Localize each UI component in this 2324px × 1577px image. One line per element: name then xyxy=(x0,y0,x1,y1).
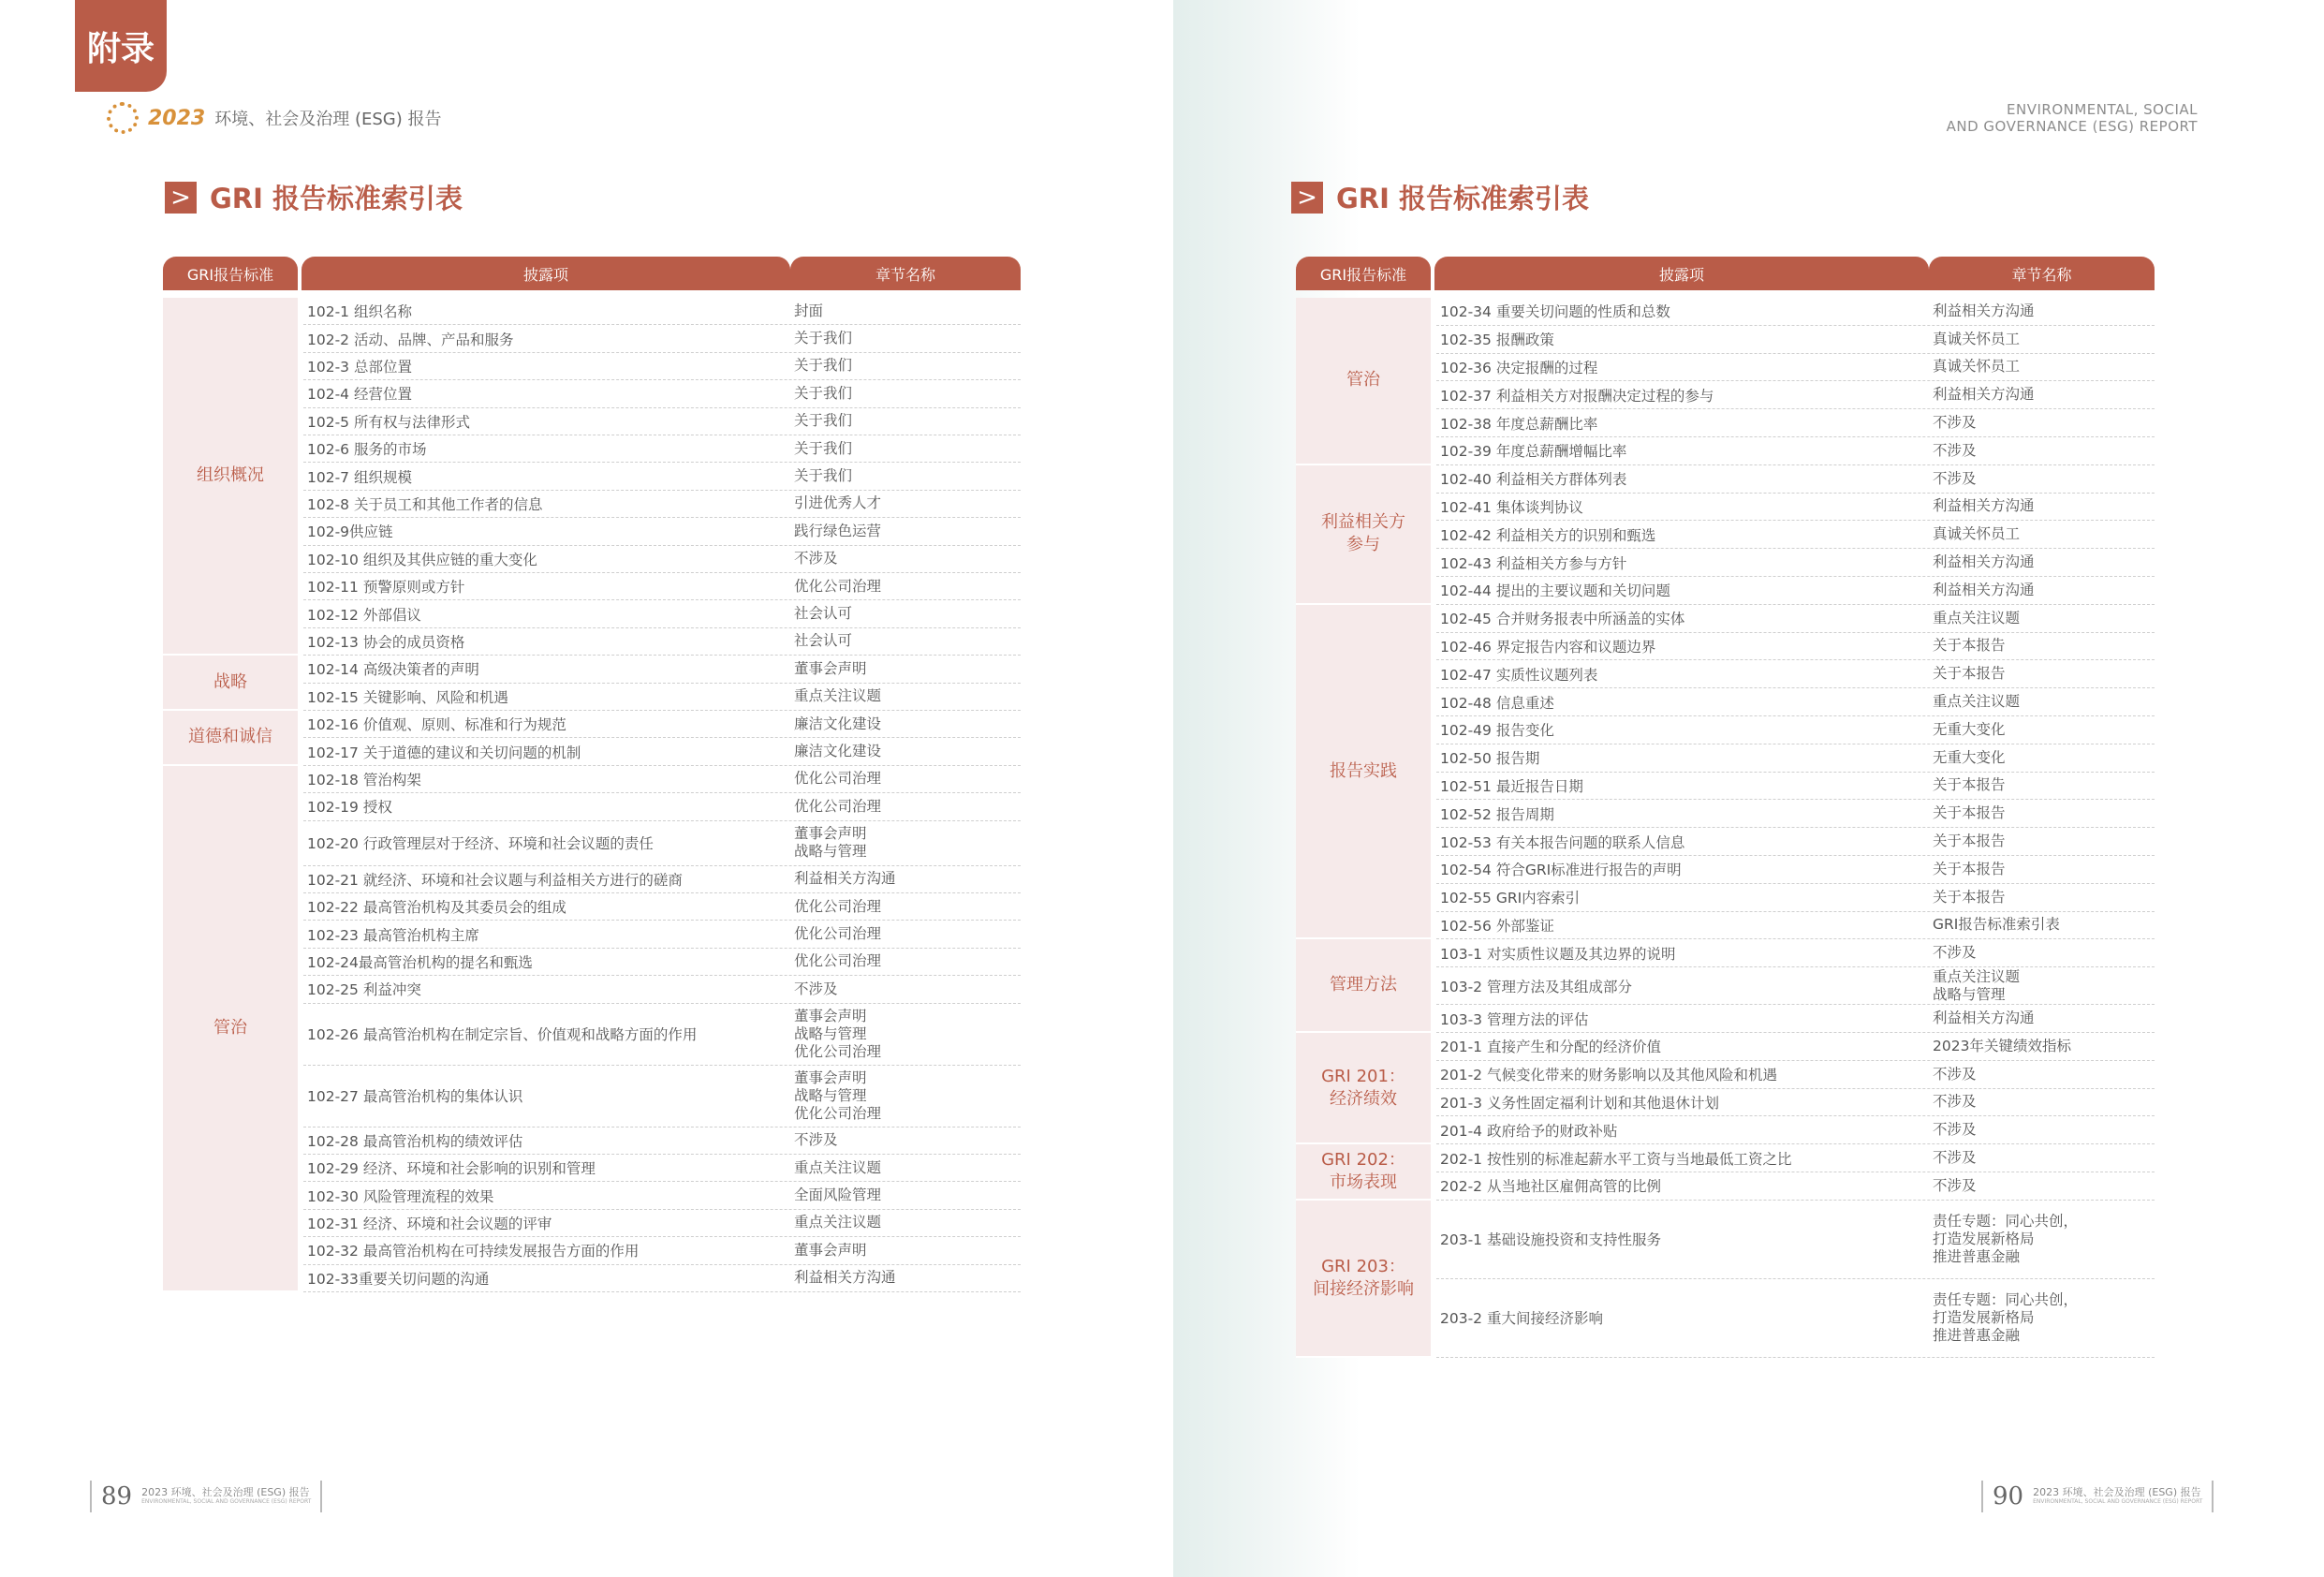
chapter-name: 利益相关方沟通 xyxy=(1933,497,2035,515)
table-row xyxy=(1436,326,2155,354)
table-row xyxy=(303,1182,1021,1209)
table-row xyxy=(1436,1279,2155,1358)
disclosure-item: 102-19 授权 xyxy=(307,799,392,817)
chapter-name: 董事会声明 战略与管理 优化公司治理 xyxy=(794,1007,882,1060)
table-row xyxy=(1436,633,2155,661)
disclosure-item: 102-11 预警原则或方针 xyxy=(307,579,465,597)
table-row xyxy=(1436,1089,2155,1117)
disclosure-item: 102-48 信息重述 xyxy=(1440,694,1554,712)
disclosure-item: 102-26 最高管治机构在制定宗旨、价值观和战略方面的作用 xyxy=(307,1026,698,1044)
footer-divider xyxy=(90,1481,92,1512)
chapter-name: 廉洁文化建设 xyxy=(794,743,882,760)
disclosure-item: 102-37 利益相关方对报酬决定过程的参与 xyxy=(1440,387,1714,405)
table-row xyxy=(1436,939,2155,967)
right-section-title xyxy=(1291,178,1589,216)
table-row xyxy=(1436,1172,2155,1201)
disclosure-item: 102-36 决定报酬的过程 xyxy=(1440,359,1598,376)
table-row xyxy=(303,793,1021,820)
table-row xyxy=(303,738,1021,765)
table-header: GRI报告标准 xyxy=(1296,257,1431,290)
disclosure-item: 102-55 GRI内容索引 xyxy=(1440,890,1581,907)
disclosure-item: 102-12 外部倡议 xyxy=(307,606,421,624)
disclosure-item: 103-1 对实质性议题及其边界的说明 xyxy=(1440,945,1676,963)
table-row xyxy=(1436,437,2155,465)
table-row xyxy=(303,463,1021,490)
chapter-name: 重点关注议题 xyxy=(1933,609,2021,626)
chapter-name: 不涉及 xyxy=(1933,469,1977,487)
table-row xyxy=(303,325,1021,352)
table-row xyxy=(303,491,1021,518)
chapter-name: 关于本报告 xyxy=(1933,860,2006,877)
category-cell: 组织概况 xyxy=(163,298,298,656)
chapter-name: 重点关注议题 xyxy=(794,1214,882,1231)
disclosure-item: 203-1 基础设施投资和支持性服务 xyxy=(1440,1231,1661,1249)
chapter-name: 引进优秀人才 xyxy=(794,494,882,512)
appendix-tab: 附录 xyxy=(75,0,167,92)
table-row xyxy=(1436,716,2155,744)
disclosure-item: 102-8 关于员工和其他工作者的信息 xyxy=(307,495,543,513)
table-row xyxy=(1436,1201,2155,1279)
table-row xyxy=(1436,688,2155,716)
chapter-name: 利益相关方沟通 xyxy=(794,870,896,888)
right-title-text: GRI 报告标准索引表 xyxy=(1336,183,1590,214)
table-row xyxy=(303,1210,1021,1237)
disclosure-item: 102-28 最高管治机构的绩效评估 xyxy=(307,1132,523,1150)
table-row xyxy=(303,821,1021,866)
english-title-line1: ENVIRONMENTAL, SOCIAL xyxy=(2007,101,2198,118)
table-row xyxy=(303,573,1021,600)
disclosure-item: 102-50 报告期 xyxy=(1440,750,1540,768)
chapter-name: 关于我们 xyxy=(794,357,853,375)
table-row xyxy=(303,600,1021,627)
chapter-name: 优化公司治理 xyxy=(794,797,882,815)
disclosure-item: 102-3 总部位置 xyxy=(307,358,412,376)
sun-logo-icon xyxy=(107,102,139,134)
disclosure-item: 102-39 年度总薪酬增幅比率 xyxy=(1440,443,1627,461)
left-gri-table xyxy=(163,257,1021,1380)
table-row xyxy=(1436,577,2155,605)
chapter-name: 关于我们 xyxy=(794,412,853,430)
disclosure-item: 102-6 服务的市场 xyxy=(307,441,427,459)
disclosure-item: 102-44 提出的主要议题和关切问题 xyxy=(1440,582,1670,600)
chapter-name: 关于本报告 xyxy=(1933,665,2006,683)
table-row xyxy=(1436,967,2155,1005)
header-english-title xyxy=(1947,101,2198,135)
table-row xyxy=(303,298,1021,325)
disclosure-item: 102-45 合并财务报表中所涵盖的实体 xyxy=(1440,611,1685,628)
chapter-name: 不涉及 xyxy=(794,550,838,567)
disclosure-item: 102-49 报告变化 xyxy=(1440,722,1554,740)
disclosure-item: 102-14 高级决策者的声明 xyxy=(307,661,479,679)
table-row xyxy=(303,546,1021,573)
disclosure-item: 102-16 价值观、原则、标准和行为规范 xyxy=(307,716,566,734)
table-row xyxy=(303,380,1021,407)
chapter-name: 关于本报告 xyxy=(1933,804,2006,822)
table-row xyxy=(1436,828,2155,856)
disclosure-item: 102-17 关于道德的建议和关切问题的机制 xyxy=(307,744,581,761)
chapter-name: 不涉及 xyxy=(1933,1065,1977,1083)
disclosure-item: 201-3 义务性固定福利计划和其他退休计划 xyxy=(1440,1094,1719,1112)
table-row xyxy=(1436,773,2155,801)
disclosure-item: 102-41 集体谈判协议 xyxy=(1440,498,1583,516)
disclosure-item: 102-2 活动、品牌、产品和服务 xyxy=(307,331,514,348)
header-report-title: 环境、社会及治理 (ESG) 报告 xyxy=(214,110,442,129)
chapter-name: 重点关注议题 xyxy=(794,1158,882,1176)
chapter-name: 利益相关方沟通 xyxy=(1933,1010,2035,1027)
chapter-name: 优化公司治理 xyxy=(794,770,882,788)
disclosure-item: 102-27 最高管治机构的集体认识 xyxy=(307,1088,523,1106)
table-row xyxy=(1436,744,2155,773)
chapter-name: 关于本报告 xyxy=(1933,776,2006,794)
chapter-name: 真诚关怀员工 xyxy=(1933,358,2021,376)
disclosure-item: 102-9供应链 xyxy=(307,523,393,541)
disclosure-item: 102-25 利益冲突 xyxy=(307,981,421,999)
disclosure-item: 203-2 重大间接经济影响 xyxy=(1440,1310,1603,1328)
chevron-right-icon: > xyxy=(1291,182,1323,214)
right-page-footer xyxy=(1981,1481,2214,1512)
category-cell: GRI 201： 经济绩效 xyxy=(1296,1033,1431,1144)
chapter-name: 关于本报告 xyxy=(1933,833,2006,850)
disclosure-item: 102-34 重要关切问题的性质和总数 xyxy=(1440,303,1670,321)
table-row xyxy=(303,518,1021,545)
disclosure-item: 103-3 管理方法的评估 xyxy=(1440,1010,1589,1028)
table-row xyxy=(303,1237,1021,1264)
table-row xyxy=(1436,1033,2155,1061)
category-cell: 管治 xyxy=(1296,298,1431,465)
disclosure-item: 201-4 政府给予的财政补贴 xyxy=(1440,1122,1618,1140)
english-title-line2: AND GOVERNANCE (ESG) REPORT xyxy=(1946,118,2198,135)
disclosure-item: 102-40 利益相关方群体列表 xyxy=(1440,471,1627,489)
disclosure-item: 102-51 最近报告日期 xyxy=(1440,777,1583,795)
chapter-name: 利益相关方沟通 xyxy=(1933,386,2035,404)
table-row xyxy=(303,866,1021,893)
disclosure-item: 102-53 有关本报告问题的联系人信息 xyxy=(1440,833,1685,851)
table-row xyxy=(303,893,1021,921)
left-section-title xyxy=(165,178,463,216)
table-row xyxy=(303,766,1021,793)
table-row xyxy=(1436,800,2155,828)
table-row xyxy=(1436,298,2155,326)
table-header: 章节名称 xyxy=(1929,257,2155,290)
chapter-name: 责任专题：同心共创， 打造发展新格局 推进普惠金融 xyxy=(1933,1212,2079,1265)
chapter-name: 不涉及 xyxy=(1933,441,1977,459)
table-row xyxy=(1436,1144,2155,1172)
disclosure-item: 201-2 气候变化带来的财务影响以及其他风险和机遇 xyxy=(1440,1067,1777,1084)
table-header: 披露项 xyxy=(1434,257,1929,290)
chapter-name: 2023年关键绩效指标 xyxy=(1933,1037,2071,1054)
disclosure-item: 103-2 管理方法及其组成部分 xyxy=(1440,978,1632,995)
disclosure-item: 102-18 管治构架 xyxy=(307,771,421,788)
footer-divider xyxy=(2212,1481,2214,1512)
chapter-name: 关于我们 xyxy=(794,467,853,485)
disclosure-item: 102-54 符合GRI标准进行报告的声明 xyxy=(1440,862,1682,879)
header-year: 2023 xyxy=(148,106,206,130)
disclosure-item: 201-1 直接产生和分配的经济价值 xyxy=(1440,1039,1661,1056)
chapter-name: 真诚关怀员工 xyxy=(1933,525,2021,543)
chapter-name: 关于我们 xyxy=(794,439,853,457)
footer-english: ENVIRONMENTAL, SOCIAL AND GOVERNANCE (ESG) REPORT xyxy=(2033,1498,2203,1505)
disclosure-item: 102-30 风险管理流程的效果 xyxy=(307,1187,494,1205)
chapter-name: 关于我们 xyxy=(794,384,853,402)
chapter-name: 不涉及 xyxy=(1933,1176,1977,1194)
table-row xyxy=(303,949,1021,976)
table-row xyxy=(303,976,1021,1003)
chapter-name: 不涉及 xyxy=(1933,1121,1977,1139)
disclosure-item: 102-10 组织及其供应链的重大变化 xyxy=(307,551,537,568)
chapter-name: 不涉及 xyxy=(1933,1149,1977,1167)
chapter-name: 不涉及 xyxy=(1933,1093,1977,1111)
chapter-name: 封面 xyxy=(794,302,824,319)
category-cell: 管理方法 xyxy=(1296,939,1431,1033)
disclosure-item: 102-56 外部鉴证 xyxy=(1440,917,1554,935)
chapter-name: 关于我们 xyxy=(794,330,853,347)
category-cell: 战略 xyxy=(163,656,298,711)
category-cell: GRI 203： 间接经济影响 xyxy=(1296,1201,1431,1358)
table-row xyxy=(1436,912,2155,940)
disclosure-item: 102-5 所有权与法律形式 xyxy=(307,413,470,431)
table-header: GRI报告标准 xyxy=(163,257,298,290)
category-cell: 报告实践 xyxy=(1296,605,1431,940)
chapter-name: 利益相关方沟通 xyxy=(794,1269,896,1287)
footer-title: 2023 环境、社会及治理 (ESG) 报告 xyxy=(141,1486,310,1498)
table-row xyxy=(1436,409,2155,437)
disclosure-item: 102-42 利益相关方的识别和甄选 xyxy=(1440,526,1656,544)
chapter-name: 利益相关方沟通 xyxy=(1933,302,2035,319)
disclosure-item: 102-15 关键影响、风险和机遇 xyxy=(307,688,508,706)
disclosure-item: 102-21 就经济、环境和社会议题与利益相关方进行的磋商 xyxy=(307,871,683,889)
table-row xyxy=(303,1004,1021,1066)
table-row xyxy=(303,656,1021,683)
table-row xyxy=(303,628,1021,656)
chapter-name: 不涉及 xyxy=(1933,414,1977,432)
category-cell: GRI 202： 市场表现 xyxy=(1296,1144,1431,1201)
table-row xyxy=(303,1127,1021,1155)
disclosure-item: 202-1 按性别的标准起薪水平工资与当地最低工资之比 xyxy=(1440,1150,1792,1168)
chapter-name: 董事会声明 战略与管理 xyxy=(794,825,867,861)
left-title-text: GRI 报告标准索引表 xyxy=(210,183,463,214)
table-row xyxy=(1436,465,2155,494)
table-row xyxy=(1436,354,2155,382)
disclosure-item: 102-20 行政管理层对于经济、环境和社会议题的责任 xyxy=(307,835,654,853)
disclosure-item: 102-29 经济、环境和社会影响的识别和管理 xyxy=(307,1160,596,1178)
footer-title: 2023 环境、社会及治理 (ESG) 报告 xyxy=(2033,1486,2201,1498)
header-logo xyxy=(107,101,441,135)
chapter-name: 无重大变化 xyxy=(1933,748,2006,766)
disclosure-item: 102-47 实质性议题列表 xyxy=(1440,666,1598,684)
chapter-name: 优化公司治理 xyxy=(794,952,882,970)
disclosure-item: 102-38 年度总薪酬比率 xyxy=(1440,415,1598,433)
footer-divider xyxy=(320,1481,322,1512)
chapter-name: 真诚关怀员工 xyxy=(1933,330,2021,347)
right-page-number: 90 xyxy=(1993,1482,2024,1511)
footer-english: ENVIRONMENTAL, SOCIAL AND GOVERNANCE (ESG) REPORT xyxy=(141,1498,312,1505)
disclosure-item: 102-7 组织规模 xyxy=(307,468,412,486)
chapter-name: 优化公司治理 xyxy=(794,897,882,915)
chapter-name: 践行绿色运营 xyxy=(794,522,882,539)
table-row xyxy=(1436,1005,2155,1033)
table-row xyxy=(303,353,1021,380)
chapter-name: 重点关注议题 xyxy=(1933,693,2021,711)
disclosure-item: 102-24最高管治机构的提名和甄选 xyxy=(307,953,533,971)
chapter-name: 重点关注议题 战略与管理 xyxy=(1933,967,2021,1003)
chapter-name: 社会认可 xyxy=(794,632,853,650)
chapter-name: 重点关注议题 xyxy=(794,687,882,705)
table-row xyxy=(303,435,1021,463)
disclosure-item: 102-43 利益相关方参与方针 xyxy=(1440,554,1627,572)
table-row xyxy=(1436,660,2155,688)
category-cell: 管治 xyxy=(163,766,298,1292)
chapter-name: 董事会声明 战略与管理 优化公司治理 xyxy=(794,1069,882,1122)
chapter-name: 董事会声明 xyxy=(794,659,867,677)
disclosure-item: 102-22 最高管治机构及其委员会的组成 xyxy=(307,899,566,917)
chapter-name: 优化公司治理 xyxy=(794,925,882,943)
disclosure-item: 102-1 组织名称 xyxy=(307,303,412,321)
table-row xyxy=(303,921,1021,948)
table-row xyxy=(1436,605,2155,633)
chevron-right-icon: > xyxy=(165,182,197,214)
chapter-name: 责任专题：同心共创， 打造发展新格局 推进普惠金融 xyxy=(1933,1290,2079,1344)
table-row xyxy=(1436,549,2155,577)
category-cell: 利益相关方 参与 xyxy=(1296,465,1431,605)
disclosure-item: 102-32 最高管治机构在可持续发展报告方面的作用 xyxy=(307,1243,640,1260)
right-gri-table xyxy=(1296,257,2155,1380)
chapter-name: 关于本报告 xyxy=(1933,637,2006,655)
category-cell: 道德和诚信 xyxy=(163,711,298,766)
left-page-footer xyxy=(90,1481,322,1512)
disclosure-item: 102-23 最高管治机构主席 xyxy=(307,926,479,944)
table-header: 章节名称 xyxy=(790,257,1021,290)
left-page-number: 89 xyxy=(101,1482,133,1511)
table-row xyxy=(1436,1061,2155,1089)
disclosure-item: 102-13 协会的成员资格 xyxy=(307,633,465,651)
chapter-name: 无重大变化 xyxy=(1933,720,2006,738)
disclosure-item: 102-31 经济、环境和社会议题的评审 xyxy=(307,1215,552,1232)
chapter-name: 关于本报告 xyxy=(1933,888,2006,906)
chapter-name: 优化公司治理 xyxy=(794,577,882,595)
chapter-name: 廉洁文化建设 xyxy=(794,715,882,732)
table-row xyxy=(1436,856,2155,884)
chapter-name: 全面风险管理 xyxy=(794,1186,882,1204)
footer-divider xyxy=(1981,1481,1983,1512)
disclosure-item: 102-4 经营位置 xyxy=(307,386,412,404)
chapter-name: 社会认可 xyxy=(794,605,853,623)
chapter-name: 不涉及 xyxy=(1933,944,1977,962)
disclosure-item: 202-2 从当地社区雇佣高管的比例 xyxy=(1440,1178,1661,1196)
table-row xyxy=(303,1265,1021,1292)
chapter-name: 利益相关方沟通 xyxy=(1933,553,2035,571)
disclosure-item: 102-52 报告周期 xyxy=(1440,805,1554,823)
disclosure-item: 102-46 界定报告内容和议题边界 xyxy=(1440,638,1656,656)
table-row xyxy=(303,1066,1021,1127)
table-row xyxy=(303,711,1021,738)
table-row xyxy=(1436,884,2155,912)
disclosure-item: 102-35 报酬政策 xyxy=(1440,332,1554,349)
table-row xyxy=(1436,1116,2155,1144)
table-row xyxy=(1436,494,2155,522)
table-header: 披露项 xyxy=(302,257,790,290)
chapter-name: 利益相关方沟通 xyxy=(1933,581,2035,598)
table-row xyxy=(1436,521,2155,549)
table-row xyxy=(303,1155,1021,1182)
table-row xyxy=(303,684,1021,711)
table-row xyxy=(1436,381,2155,409)
chapter-name: 不涉及 xyxy=(794,980,838,997)
chapter-name: 不涉及 xyxy=(794,1131,838,1149)
chapter-name: GRI报告标准索引表 xyxy=(1933,916,2060,934)
disclosure-item: 102-33重要关切问题的沟通 xyxy=(307,1270,490,1288)
chapter-name: 董事会声明 xyxy=(794,1241,867,1259)
table-row xyxy=(303,408,1021,435)
